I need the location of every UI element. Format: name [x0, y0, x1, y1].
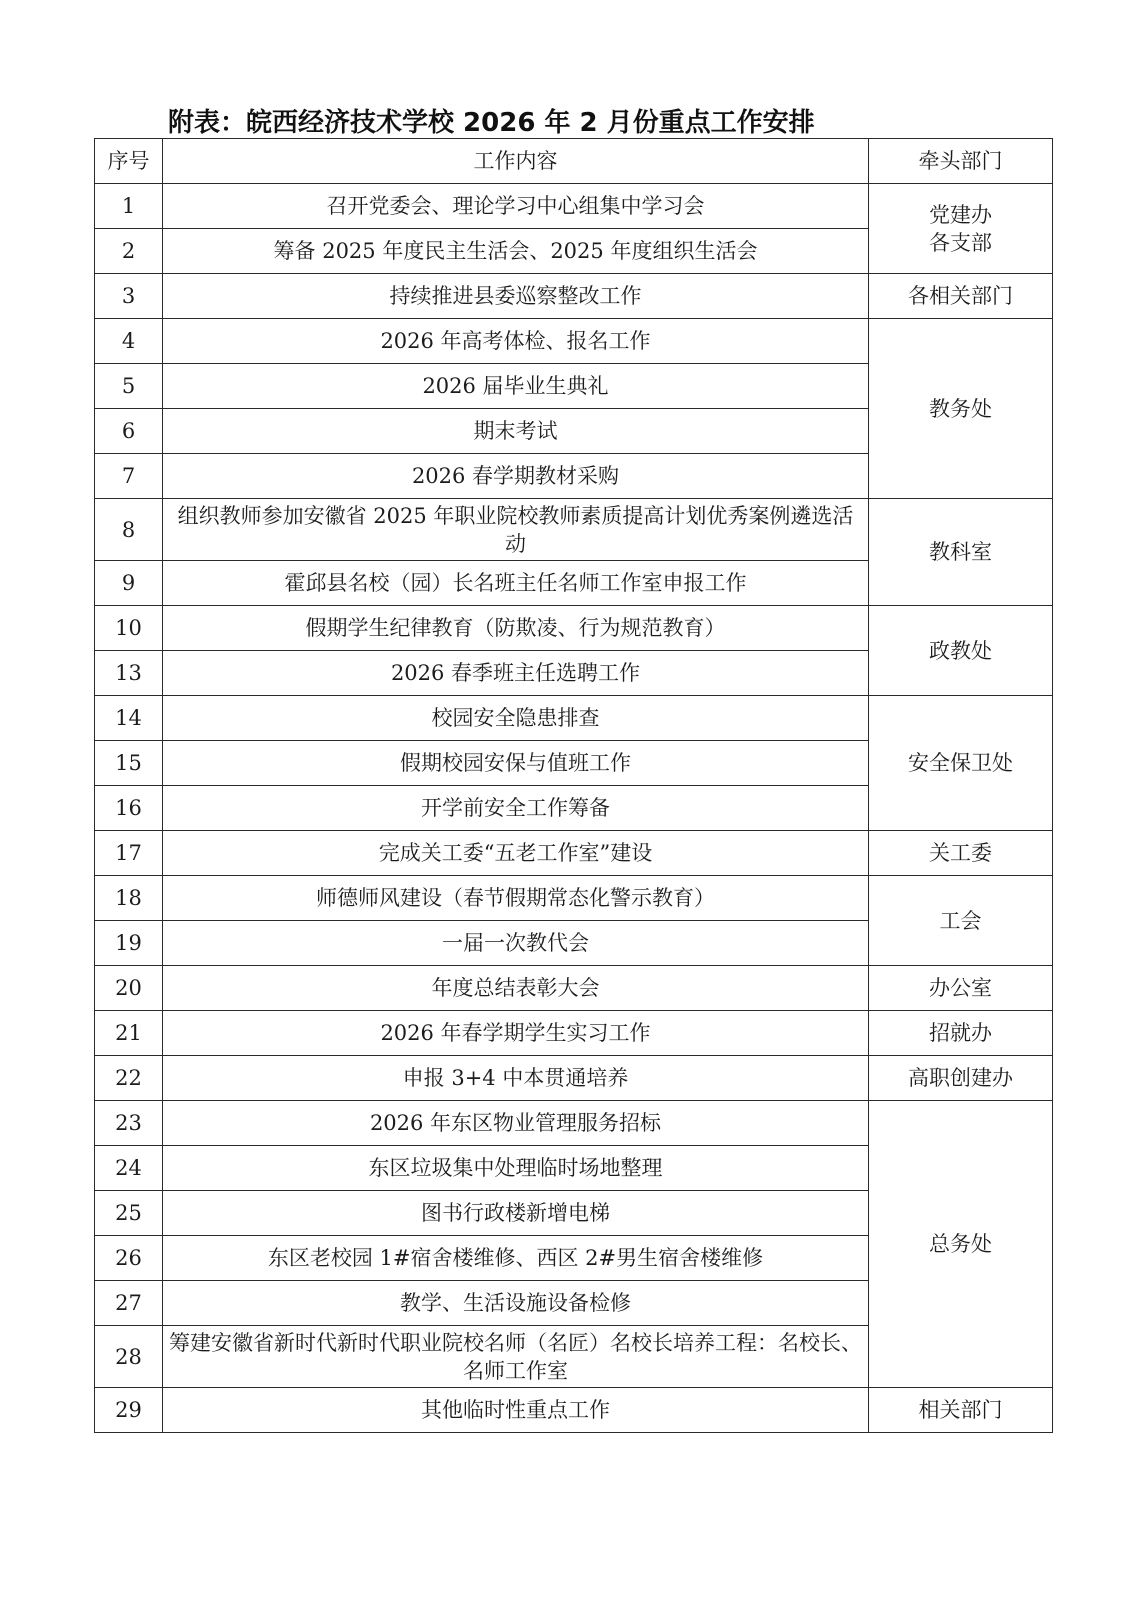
row-number: 2 [95, 229, 163, 274]
row-department: 政教处 [869, 606, 1053, 696]
row-number: 25 [95, 1191, 163, 1236]
row-task: 假期学生纪律教育（防欺凌、行为规范教育） [163, 606, 869, 651]
row-task: 霍邱县名校（园）长名班主任名师工作室申报工作 [163, 561, 869, 606]
row-task: 东区老校园 1#宿舍楼维修、西区 2#男生宿舍楼维修 [163, 1236, 869, 1281]
row-task: 期末考试 [163, 409, 869, 454]
row-number: 22 [95, 1056, 163, 1101]
row-number: 3 [95, 274, 163, 319]
row-department: 关工委 [869, 831, 1053, 876]
row-task: 召开党委会、理论学习中心组集中学习会 [163, 184, 869, 229]
table-row [95, 499, 1053, 561]
row-number: 14 [95, 696, 163, 741]
row-number: 10 [95, 606, 163, 651]
table-row [95, 1101, 1053, 1146]
row-task: 持续推进县委巡察整改工作 [163, 274, 869, 319]
row-number: 19 [95, 921, 163, 966]
row-department: 各相关部门 [869, 274, 1053, 319]
row-task: 完成关工委“五老工作室”建设 [163, 831, 869, 876]
row-department: 办公室 [869, 966, 1053, 1011]
table-row [95, 184, 1053, 229]
row-number: 8 [95, 499, 163, 561]
row-task: 其他临时性重点工作 [163, 1388, 869, 1433]
table-row [95, 1388, 1053, 1433]
row-number: 24 [95, 1146, 163, 1191]
row-number: 27 [95, 1281, 163, 1326]
row-task: 年度总结表彰大会 [163, 966, 869, 1011]
header-no: 序号 [95, 139, 163, 184]
row-number: 28 [95, 1326, 163, 1388]
row-task: 教学、生活设施设备检修 [163, 1281, 869, 1326]
table-row [95, 606, 1053, 651]
header-task: 工作内容 [163, 139, 869, 184]
table-row [95, 876, 1053, 921]
row-task: 组织教师参加安徽省 2025 年职业院校教师素质提高计划优秀案例遴选活动 [163, 499, 869, 561]
row-task: 2026 春学期教材采购 [163, 454, 869, 499]
row-task: 2026 年东区物业管理服务招标 [163, 1101, 869, 1146]
row-task: 假期校园安保与值班工作 [163, 741, 869, 786]
row-task: 师德师风建设（春节假期常态化警示教育） [163, 876, 869, 921]
row-number: 6 [95, 409, 163, 454]
table-row [95, 696, 1053, 741]
table-row [95, 966, 1053, 1011]
row-number: 17 [95, 831, 163, 876]
department-line: 党建办 [929, 202, 992, 227]
row-number: 20 [95, 966, 163, 1011]
header-dept: 牵头部门 [869, 139, 1053, 184]
row-task: 校园安全隐患排查 [163, 696, 869, 741]
row-number: 5 [95, 364, 163, 409]
row-department: 总务处 [869, 1101, 1053, 1388]
row-task: 图书行政楼新增电梯 [163, 1191, 869, 1236]
work-plan-table [94, 138, 1053, 1433]
row-department: 安全保卫处 [869, 696, 1053, 831]
row-number: 29 [95, 1388, 163, 1433]
row-task: 申报 3+4 中本贯通培养 [163, 1056, 869, 1101]
row-task: 2026 届毕业生典礼 [163, 364, 869, 409]
row-task: 2026 春季班主任选聘工作 [163, 651, 869, 696]
row-number: 15 [95, 741, 163, 786]
row-department: 教科室 [869, 499, 1053, 606]
row-task: 东区垃圾集中处理临时场地整理 [163, 1146, 869, 1191]
row-task: 筹建安徽省新时代新时代职业院校名师（名匠）名校长培养工程：名校长、名师工作室 [163, 1326, 869, 1388]
row-department: 高职创建办 [869, 1056, 1053, 1101]
page-title: 附表：皖西经济技术学校 2026 年 2 月份重点工作安排 [168, 108, 815, 138]
table-header-row [95, 139, 1053, 184]
department-line: 各支部 [929, 230, 992, 255]
row-department: 工会 [869, 876, 1053, 966]
row-task: 筹备 2025 年度民主生活会、2025 年度组织生活会 [163, 229, 869, 274]
row-number: 13 [95, 651, 163, 696]
row-number: 16 [95, 786, 163, 831]
row-task: 一届一次教代会 [163, 921, 869, 966]
row-number: 21 [95, 1011, 163, 1056]
row-number: 4 [95, 319, 163, 364]
row-task: 2026 年春学期学生实习工作 [163, 1011, 869, 1056]
row-department: 相关部门 [869, 1388, 1053, 1433]
table-row [95, 831, 1053, 876]
table-row [95, 1011, 1053, 1056]
row-number: 1 [95, 184, 163, 229]
row-task: 开学前安全工作筹备 [163, 786, 869, 831]
row-task: 2026 年高考体检、报名工作 [163, 319, 869, 364]
row-number: 26 [95, 1236, 163, 1281]
table-row [95, 319, 1053, 364]
row-number: 9 [95, 561, 163, 606]
table-row [95, 1056, 1053, 1101]
row-department [869, 184, 1053, 274]
row-number: 7 [95, 454, 163, 499]
row-number: 18 [95, 876, 163, 921]
row-department: 教务处 [869, 319, 1053, 499]
row-department: 招就办 [869, 1011, 1053, 1056]
row-number: 23 [95, 1101, 163, 1146]
table-row [95, 274, 1053, 319]
